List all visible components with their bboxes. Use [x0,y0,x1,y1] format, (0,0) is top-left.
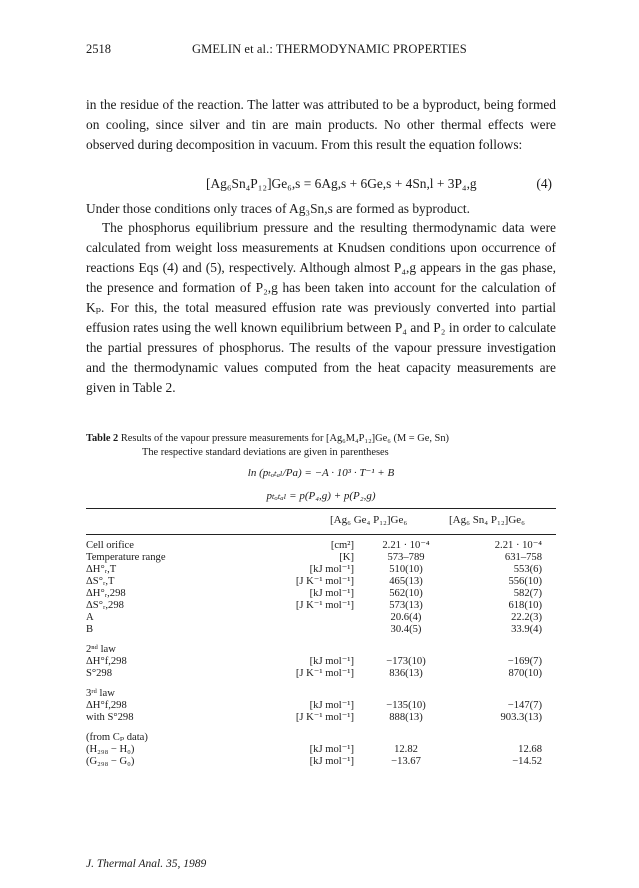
table-spacer-row [86,636,556,644]
table-row [86,688,556,700]
row-label: with S°298 [86,712,134,723]
value-ge: 12.82 [394,744,418,755]
journal-footer: J. Thermal Anal. 35, 1989 [86,858,207,870]
row-label: ΔH°f,298 [86,700,127,711]
table-row [86,564,556,576]
row-unit [246,732,362,744]
value-sn [450,644,556,656]
table-caption [86,432,556,460]
table-row [86,712,556,724]
row-unit: [kJ mol⁻¹] [309,700,354,711]
value-ge: 30.4(5) [390,624,422,635]
equation-number: (4) [536,176,552,191]
table-row [86,700,556,712]
row-unit: [kJ mol⁻¹] [309,744,354,755]
row-unit: [kJ mol⁻¹] [309,588,354,599]
table-header-rule [86,534,556,535]
column-header-ge: [Ag₆ Ge₄ P₁₂]Ge₆ [330,514,408,526]
row-unit [246,688,362,700]
column-header-sn: [Ag₆ Sn₄ P₁₂]Ge₆ [449,514,526,526]
paragraph-1: in the residue of the reaction. The latter was attributed to be a byproduct, being formed on cooling, since silver and tin are main products. No other thermal effects were observed during decomposition in vacuum. From this result the equation follows: [86,97,556,152]
table-row [86,624,556,636]
row-label: (from Cₚ data) [86,732,148,743]
table-row [86,744,556,756]
row-unit: [K] [339,552,354,563]
value-ge [362,644,450,656]
value-sn: −147(7) [507,700,542,711]
value-sn: 2.21 · 10⁻⁴ [494,540,542,551]
value-ge: 20.6(4) [390,612,422,623]
value-ge: 888(13) [389,712,423,723]
table-row [86,540,556,552]
page-number: 2518 [86,42,111,56]
table-caption-text: Results of the vapour pressure measurements for [Ag₆M₄P₁₂]Ge₆ (M = Ge, Sn) [120,433,449,444]
row-label: ΔS°ᵣ,T [86,576,115,587]
row-unit: [kJ mol⁻¹] [309,756,354,767]
row-label: S°298 [86,668,113,679]
running-title: GMELIN et al.: THERMODYNAMIC PROPERTIES [192,42,467,56]
value-sn: 631–758 [504,552,542,563]
table-top-rule [86,508,556,509]
row-label: 3ʳᵈ law [86,688,115,699]
equation-4 [86,176,556,196]
table-formula-2: pₜₒₜₐₗ = p(P₄,g) + p(P₂,g) [266,490,376,502]
row-label: (H₂₉₈ − H₀) [86,744,135,755]
row-unit: [J K⁻¹ mol⁻¹] [295,668,354,679]
row-unit: [J K⁻¹ mol⁻¹] [295,576,354,587]
row-unit: [cm²] [330,540,354,551]
table-row [86,576,556,588]
table-row [86,668,556,680]
table-caption-note: The respective standard deviations are given in parentheses [142,447,389,458]
row-unit: [J K⁻¹ mol⁻¹] [295,600,354,611]
row-label: 2ⁿᵈ law [86,644,116,655]
value-sn: 870(10) [508,668,542,679]
value-sn [450,688,556,700]
row-unit: [kJ mol⁻¹] [309,564,354,575]
value-sn: −169(7) [507,656,542,667]
row-unit [246,644,362,656]
row-label: B [86,624,94,635]
row-label: ΔH°f,298 [86,656,127,667]
table-row [86,732,556,744]
value-ge: −135(10) [386,700,426,711]
row-unit [246,624,362,636]
value-ge: 465(13) [389,576,423,587]
equation-text: [Ag₆Sn₄P₁₂]Ge₆,s = 6Ag,s + 6Ge,s + 4Sn,l + 3P₄,g [206,176,477,191]
table-row [86,612,556,624]
table-row [86,756,556,768]
results-table [86,540,556,768]
table-spacer-row [86,724,556,732]
table-row [86,552,556,564]
value-sn: 582(7) [513,588,542,599]
value-sn: 12.68 [518,744,542,755]
row-label: ΔS°ᵣ,298 [86,600,124,611]
table-formula-1: ln (pₜₒₜₐₗ/Pa) = −A · 10³ · T⁻¹ + B [247,467,395,479]
value-sn: 618(10) [508,600,542,611]
value-sn [450,732,556,744]
row-label: ΔH°ᵣ,298 [86,588,126,599]
value-ge: 2.21 · 10⁻⁴ [382,540,430,551]
row-label: Cell orifice [86,540,134,551]
value-sn: −14.52 [512,756,542,767]
table-row [86,588,556,600]
row-label: (G₂₉₈ − G₀) [86,756,135,767]
row-label: A [86,612,94,623]
row-unit: [kJ mol⁻¹] [309,656,354,667]
value-ge [362,688,450,700]
value-ge: 573(13) [389,600,423,611]
row-unit [246,612,362,624]
value-sn: 22.2(3) [511,612,542,623]
value-ge: −13.67 [391,756,421,767]
value-ge: 562(10) [389,588,423,599]
table-spacer-row [86,680,556,688]
value-ge: 836(13) [389,668,423,679]
row-label: Temperature range [86,552,166,563]
row-label: ΔH°ᵣ,T [86,564,117,575]
value-sn: 903.3(13) [500,712,542,723]
paragraph-3: The phosphorus equilibrium pressure and the resulting thermodynamic data were calculated from weight loss measurements at Knudsen conditions upon occurrence of reactions Eqs (4) and (5), respectively. Although almost P₄,g appears in the gas phase, the presence and formation of P₂,g has been taken into account for the calculation of Kₚ. For this, the total measured effusion rate was previously converted into partial effusion rates using the well known equilibrium between P₄ and P₂ in order to calculate the partial pressures of phosphorus. The results of the vapour pressure investigation and the thermodynamic values computed from the heat capacity measurements are given in Table 2. [86,220,556,395]
value-sn: 553(6) [513,564,542,575]
value-sn: 33.9(4) [511,624,542,635]
table-row [86,656,556,668]
value-ge: 510(10) [389,564,423,575]
row-unit: [J K⁻¹ mol⁻¹] [295,712,354,723]
table-label: Table 2 [86,433,119,444]
page-header [86,42,556,58]
value-ge: −173(10) [386,656,426,667]
value-ge [362,732,450,744]
paragraph-2: Under those conditions only traces of Ag₃Sn,s are formed as byproduct. [86,201,470,216]
value-ge: 573–789 [387,552,425,563]
value-sn: 556(10) [508,576,542,587]
table-row [86,644,556,656]
table-row [86,600,556,612]
